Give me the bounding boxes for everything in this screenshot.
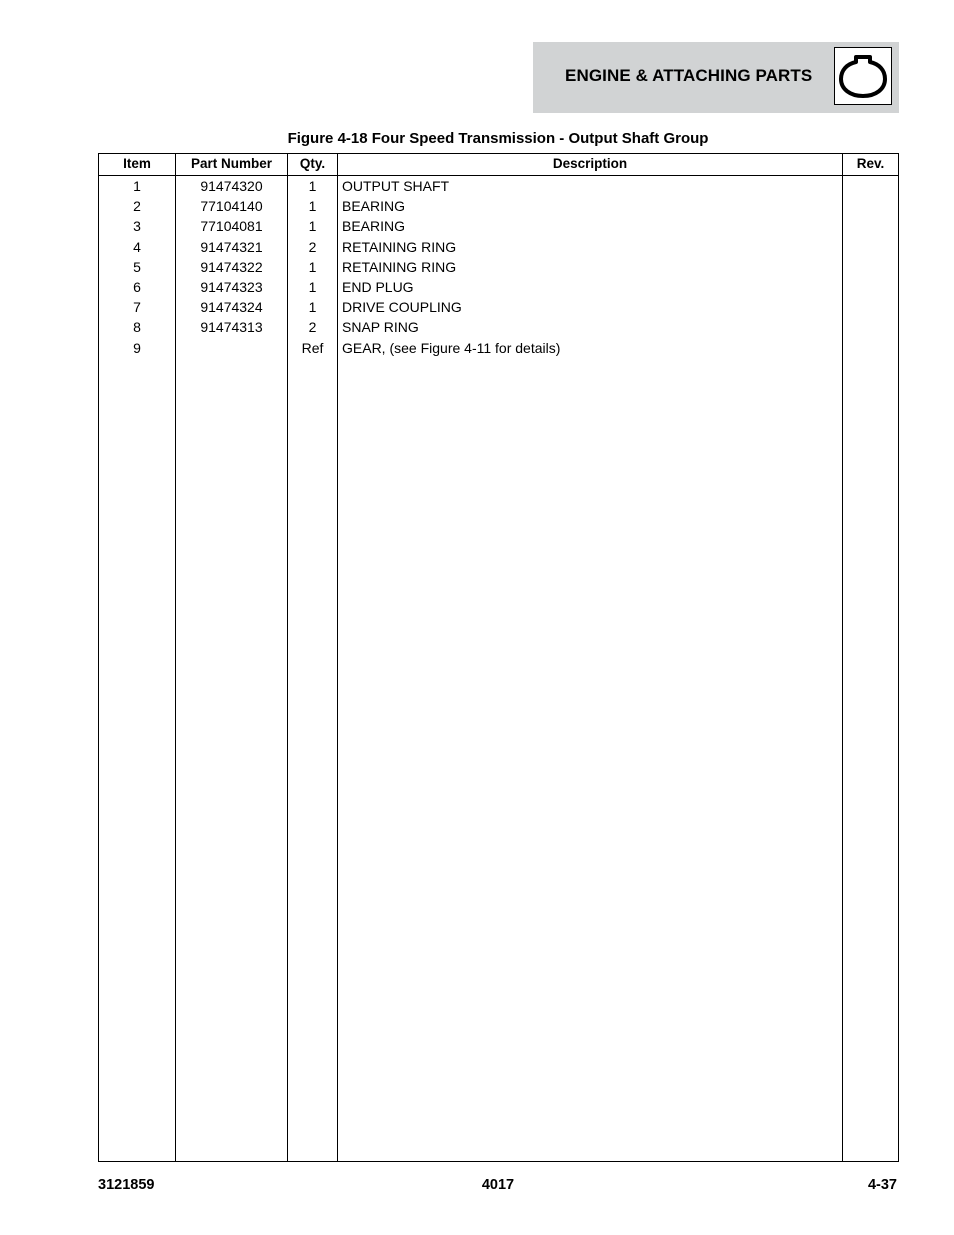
part-number-cell: 77104081	[200, 218, 263, 235]
footer-manual-number: 3121859	[98, 1177, 155, 1193]
column-header-item: Item	[123, 156, 151, 171]
table-row	[99, 297, 898, 317]
part-number-cell: 91474313	[200, 319, 263, 336]
item-cell: 1	[133, 178, 141, 194]
description-cell: DRIVE COUPLING	[342, 299, 462, 316]
item-cell: 3	[133, 218, 141, 235]
item-cell: 8	[133, 319, 141, 336]
table-row	[99, 196, 898, 216]
part-number-cell: 91474323	[200, 278, 263, 295]
part-number-cell: 91474320	[200, 178, 263, 194]
parts-table	[98, 153, 899, 1162]
footer-page-number: 4-37	[867, 1177, 897, 1193]
table-row	[99, 317, 898, 337]
table-row	[99, 216, 898, 236]
item-cell: 2	[133, 198, 141, 215]
section-title: ENGINE & ATTACHING PARTS	[565, 66, 813, 85]
footer-model-number: 4017	[481, 1177, 515, 1193]
description-cell: BEARING	[342, 198, 406, 215]
description-cell: GEAR, (see Figure 4-11 for details)	[342, 339, 561, 356]
description-cell: OUTPUT SHAFT	[342, 178, 450, 194]
engine-block-icon	[834, 47, 892, 105]
column-header-qty: Qty.	[299, 156, 326, 171]
qty-cell: 2	[308, 238, 317, 255]
part-number-cell: 91474324	[200, 299, 263, 316]
item-cell: 5	[133, 258, 141, 275]
qty-cell: 1	[308, 299, 317, 316]
description-cell: BEARING	[342, 218, 406, 235]
qty-cell: 2	[308, 319, 317, 336]
table-row	[99, 237, 898, 257]
part-number-cell: 91474321	[200, 238, 263, 255]
description-cell: SNAP RING	[342, 319, 419, 336]
qty-cell: 1	[308, 258, 317, 275]
item-cell: 9	[133, 339, 141, 356]
table-body	[99, 176, 898, 358]
part-number-cell: 77104140	[200, 198, 263, 215]
qty-cell: 1	[308, 218, 317, 235]
qty-cell: 1	[308, 178, 317, 194]
part-number-cell: 91474322	[200, 258, 263, 275]
item-cell: 7	[133, 299, 141, 316]
column-header-part-number: Part Number	[190, 156, 273, 171]
column-header-rev: Rev.	[856, 156, 885, 171]
item-cell: 6	[133, 278, 141, 295]
qty-cell: 1	[308, 278, 317, 295]
description-cell: RETAINING RING	[342, 238, 457, 255]
table-row	[99, 257, 898, 277]
table-row	[99, 176, 898, 196]
column-header-description: Description	[552, 156, 628, 171]
table-row	[99, 277, 898, 297]
qty-cell: 1	[308, 198, 317, 215]
item-cell: 4	[133, 238, 141, 255]
qty-cell: Ref	[301, 339, 324, 356]
description-cell: END PLUG	[342, 278, 414, 295]
table-row	[99, 338, 898, 358]
description-cell: RETAINING RING	[342, 258, 457, 275]
figure-title: Figure 4-18 Four Speed Transmission - Output Shaft Group	[287, 130, 709, 147]
section-header	[533, 42, 899, 113]
